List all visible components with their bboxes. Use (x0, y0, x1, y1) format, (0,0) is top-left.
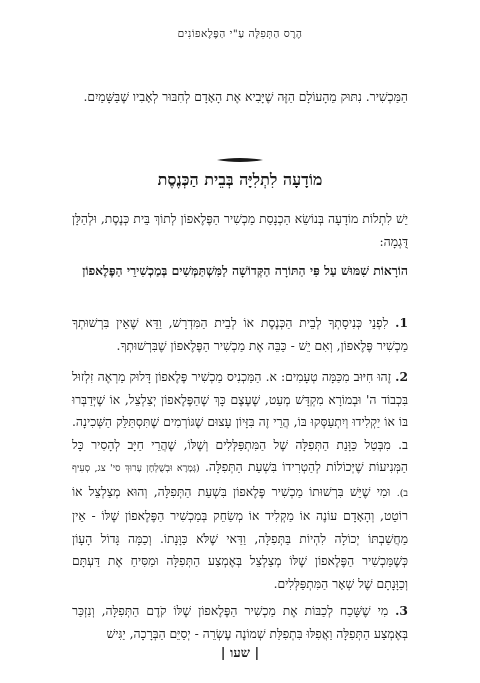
running-header: הֶרֶס הַתְּפִלָּה עַ"י הַפֶּלֶאפוֹנִים (177, 28, 303, 40)
section-divider (215, 156, 265, 164)
list-item-2 (72, 366, 408, 595)
paragraph-1: יֵשׁ לִתְלוֹת מוֹדָעָה בְּנוֹשֵׂא הַכְנָסַת מַכְשִׁיר הַפֶּלֶאפוֹן לְתוֹךְ בֵּית כְּנֶסֶת, וּלְהַלָּן דֻּגְמָה: (72, 212, 408, 249)
item-text: מִי שֶׁשָּׁכַח לְכַבּוֹת אֶת מַכְשִׁיר הַפֶּלֶאפוֹן שֶׁלּוֹ קֹדֶם הַתְּפִלָּה, וְנִזְכַּר בְּאֶמְצַע הַתְּפִלָּה וַאֲפִלּוּ בִּתְפִלַּת שְׁמוֹנֶה עֶשְׂרֵה - יְסַיֵּם הַבְּרָכָה, יַגִּישׁ (72, 604, 408, 641)
item-number: 3. (395, 603, 408, 618)
page-number: | שעו | (220, 646, 260, 661)
item-number: 2. (395, 369, 408, 384)
citation: (גְּמָרָא וּבְשֻׁלְחָן עָרוּךְ סי' צג, סְעִיף ב). (72, 463, 408, 499)
item-text-part-a: זֶהוּ חִיּוּב מִכַּמָּה טְעָמִים: א. הַמַּכְנִיס מַכְשִׁיר פֶּלֶאפוֹן דָּלוּק מַרְאֶה זִלְזוּל בִּכְבוֹד ה' וּבְמוֹרָא מִקְדָּשׁ מְעַט, שֶׁעֶצֶם כָּךְ שֶׁהַפֶּלֶאפוֹן יְצַלְצֵל, אוֹ שֶׁיְּדַבְּרוּ בּוֹ אוֹ יַקְלִידוּ וְיִתְעַסְּקוּ בּוֹ, הֲרֵי זֶה בִּזָּיוֹן עָצוּם שֶׁגּוֹרְמִים שֶׁתִּסְתַּלֵּק הַשְּׁכִינָה. ב. מִבְּטַל כַּוָּנַת הַתְּפִלָּה שֶׁל הַמִּתְפַּלְּלִים וְשֶׁלּוֹ, שֶׁהֲרֵי חַיָּב לְהָסִיר כָּל הַמְּנִיעוֹת שֶׁיְּכוֹלוֹת לְהַטְרִידוֹ בִּשְׁעַת הַתְּפִלָּה. (72, 370, 408, 474)
list-item-3 (72, 600, 408, 645)
item-text: לִפְנֵי כְּנִיסָתְךָ לְבֵית הַכְּנֶסֶת אוֹ לְבֵית הַמִּדְרָשׁ, וַדֵּא שֶׁאֵין בִּרְשׁוּתְךָ מַכְשִׁיר פֶּלֶאפוֹן, וְאִם יֵשׁ - כַּבֵּה אֶת מַכְשִׁיר הַפֶּלֶאפוֹן שֶׁבִּרְשׁוּתְךָ. (72, 316, 408, 353)
list-item-1 (72, 312, 408, 357)
item-number: 1. (395, 315, 408, 330)
item-text-part-b: וּמִי שֶׁיֵּשׁ בִּרְשׁוּתוֹ מַכְשִׁיר פֶּלֶאפוֹן בִּשְׁעַת הַתְּפִלָּה, וְהוּא מְצַלְצֵל אוֹ רוֹטֵט, וְהָאָדָם עוֹנֶה אוֹ מַקְלִיד אוֹ מְשַׂחֵק בְּמַכְשִׁיר הַפֶּלֶאפוֹן שֶׁלּוֹ - אֵין מַחֲשַׁבְתּוֹ יְכוֹלָה לִהְיוֹת בַּתְּפִלָּה, וַדַּאי שֶׁלֹּא כַּוָּנָתוֹ. וְכַמָּה גָּדוֹל הָעָוֹן כְּשֶׁמַּכְשִׁיר הַפֶּלֶאפוֹן שֶׁלּוֹ מְצַלְצֵל בְּאֶמְצַע הַתְּפִלָּה וּמַסִּיחַ אֶת דַּעְתָּם וְכַוָּנָתָם שֶׁל שְׁאָר הַמִּתְפַּלְּלִים. (72, 484, 408, 591)
section-title: מוֹדָעָה לִתְלִיָּה בְּבֵית הַכְּנֶסֶת (157, 170, 323, 189)
instructions-heading: הוֹרָאוֹת שִׁמּוּשׁ עַל פִּי הַתּוֹרָה הַקְּדוֹשָׁה לַמִּשְׁתַּמְּשִׁים בְּמַכְשִׁירֵי הַפֶּלֶאפוֹן (82, 263, 408, 278)
intro-paragraph: הַמַּכְשִׁיר. נִתּוּק מֵהָעוֹלָם הַזֶּה שֶׁיָּבִיא אֶת הָאָדָם לְחִבּוּר לְאָבִיו שֶׁבַּשָּׁמַיִם. (83, 90, 408, 104)
